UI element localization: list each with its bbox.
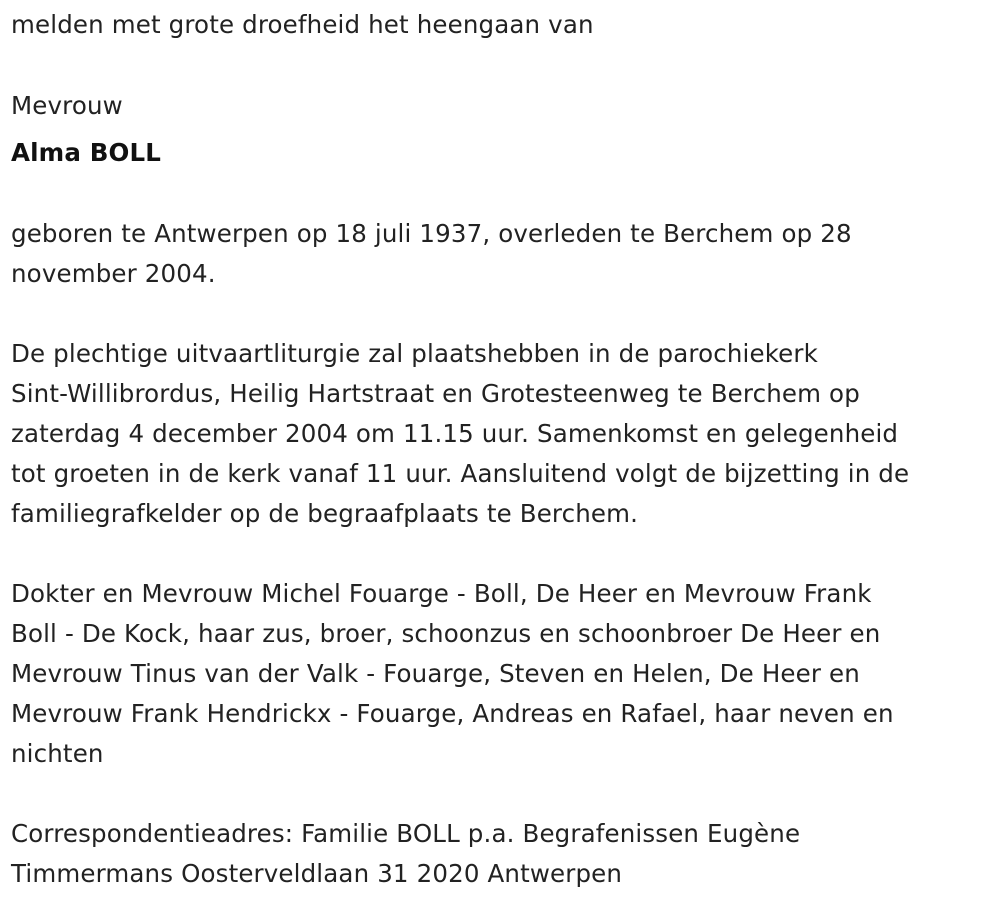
family-line: nichten xyxy=(11,739,104,768)
correspondence-line: Timmermans Oosterveldlaan 31 2020 Antwerpen xyxy=(11,859,623,888)
funeral-line: De plechtige uitvaartliturgie zal plaatshebben in de parochiekerk xyxy=(11,339,818,368)
deceased-name: Alma BOLL xyxy=(11,138,162,167)
family-line: Boll - De Kock, haar zus, broer, schoonzus en schoonbroer De Heer en xyxy=(11,619,881,648)
funeral-line: tot groeten in de kerk vanaf 11 uur. Aansluitend volgt de bijzetting in de xyxy=(11,459,910,488)
funeral-line: zaterdag 4 december 2004 om 11.15 uur. Samenkomst en gelegenheid xyxy=(11,419,899,448)
funeral-line: familiegrafkelder op de begraafplaats te Berchem. xyxy=(11,499,639,528)
salutation: Mevrouw xyxy=(11,91,123,120)
family-line: Mevrouw Tinus van der Valk - Fouarge, Steven en Helen, De Heer en xyxy=(11,659,860,688)
funeral-line: Sint-Willibrordus, Heilig Hartstraat en Grotesteenweg te Berchem op xyxy=(11,379,860,408)
family-line: Dokter en Mevrouw Michel Fouarge - Boll, De Heer en Mevrouw Frank xyxy=(11,579,872,608)
birth-death-line: geboren te Antwerpen op 18 juli 1937, overleden te Berchem op 28 xyxy=(11,219,852,248)
intro-text: melden met grote droefheid het heengaan van xyxy=(11,10,594,39)
family-line: Mevrouw Frank Hendrickx - Fouarge, Andreas en Rafael, haar neven en xyxy=(11,699,894,728)
correspondence-line: Correspondentieadres: Familie BOLL p.a. Begrafenissen Eugène xyxy=(11,819,801,848)
birth-death-line: november 2004. xyxy=(11,259,216,288)
